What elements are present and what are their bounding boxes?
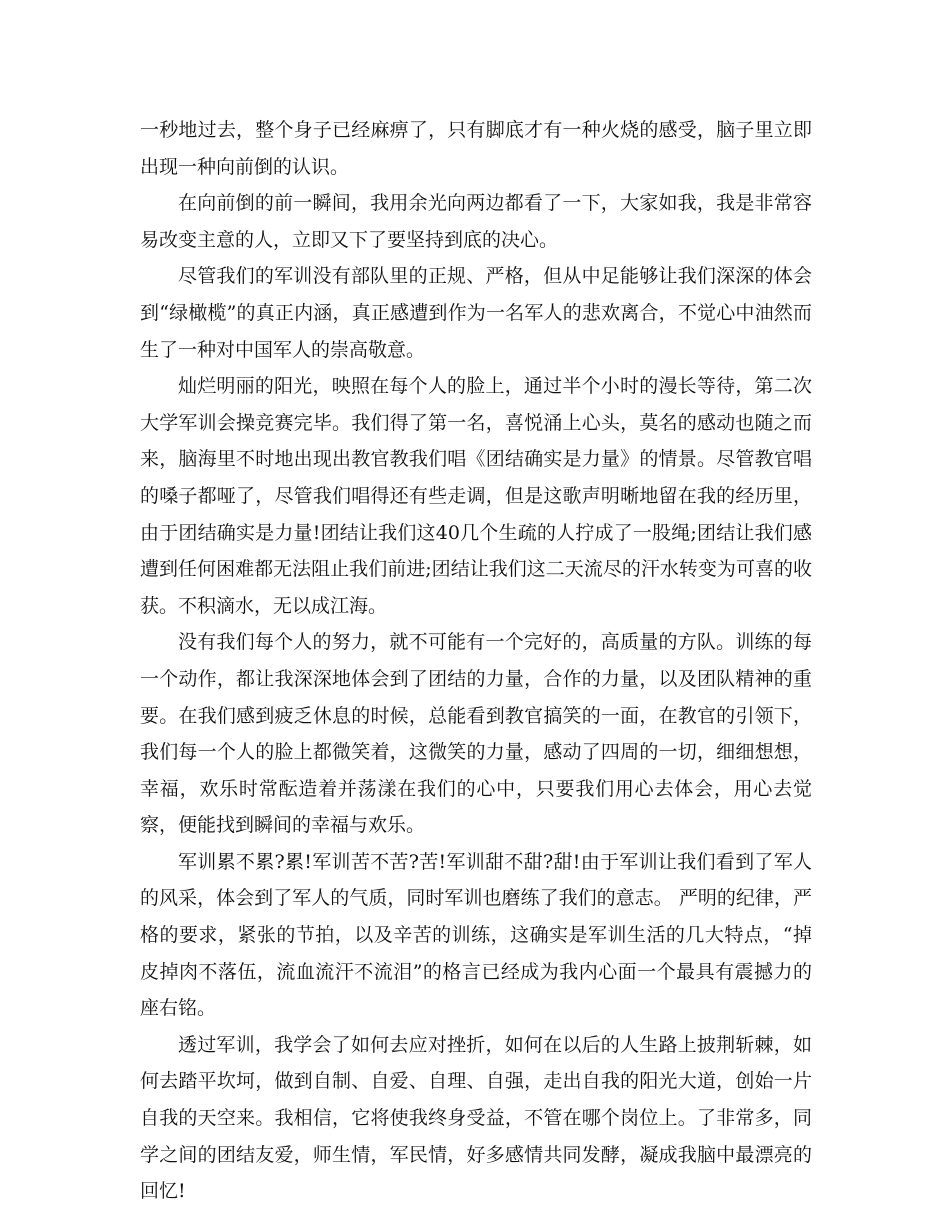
paragraph: 在向前倒的前一瞬间，我用余光向两边都看了一下，大家如我，我是非常容易改变主意的人，立即又下了要坚持到底的决心。: [140, 192, 812, 251]
paragraph: 透过军训，我学会了如何去应对挫折，如何在以后的人生路上披荆斩棘，如何去踏平坎坷，做到自制、自爱、自理、自强，走出自我的阳光大道，创始一片自我的天空来。我相信，它将使我终身受益，不管在哪个岗位上。了非常多，同学之间的团结友爱，师生情，军民情，好多感情共同发酵，凝成我脑中最漂亮的回忆!: [140, 1033, 812, 1203]
paragraph: 军训累不累?累!军训苦不苦?苦!军训甜不甜?甜!由于军训让我们看到了军人的风采，体会到了军人的气质，同时军训也磨练了我们的意志。 严明的纪律，严格的要求，紧张的节拍，以及辛苦的训练，这确实是军训生活的几大特点，“掉皮掉肉不落伍，流血流汗不流泪”的格言已经成为我内心面一个最具有震撼力的座右铭。: [140, 850, 812, 1020]
paragraph: 尽管我们的军训没有部队里的正规、严格，但从中足能够让我们深深的体会到“绿橄榄”的真正内涵，真正感遭到作为一名军人的悲欢离合，不觉心中油然而生了一种对中国军人的崇高敬意。: [140, 265, 812, 361]
paragraph: 没有我们每个人的努力，就不可能有一个完好的，高质量的方队。训练的每一个动作，都让我深深地体会到了团结的力量，合作的力量，以及团队精神的重要。在我们感到疲乏休息的时候，总能看到教官搞笑的一面，在教官的引领下，我们每一个人的脸上都微笑着，这微笑的力量，感动了四周的一切，细细想想，幸福，欢乐时常酝造着并荡漾在我们的心中，只要我们用心去体会，用心去觉察，便能找到瞬间的幸福与欢乐。: [140, 631, 812, 837]
document-body: [140, 112, 812, 1210]
paragraph-continued: 一秒地过去，整个身子已经麻痹了，只有脚底才有一种火烧的感受，脑子里立即出现一种向前倒的认识。: [140, 119, 812, 178]
paragraph: 灿烂明丽的阳光，映照在每个人的脸上，通过半个小时的漫长等待，第二次大学军训会操竞赛完毕。我们得了第一名，喜悦涌上心头，莫名的感动也随之而来，脑海里不时地出现出教官教我们唱《团结确实是力量》的情景。尽管教官唱的嗓子都哑了，尽管我们唱得还有些走调，但是这歌声明晰地留在我的经历里，由于团结确实是力量!团结让我们这40几个生疏的人拧成了一股绳;团结让我们感遭到任何困难都无法阻止我们前进;团结让我们这二天流尽的汗水转变为可喜的收获。不积滴水，无以成江海。: [140, 375, 812, 617]
